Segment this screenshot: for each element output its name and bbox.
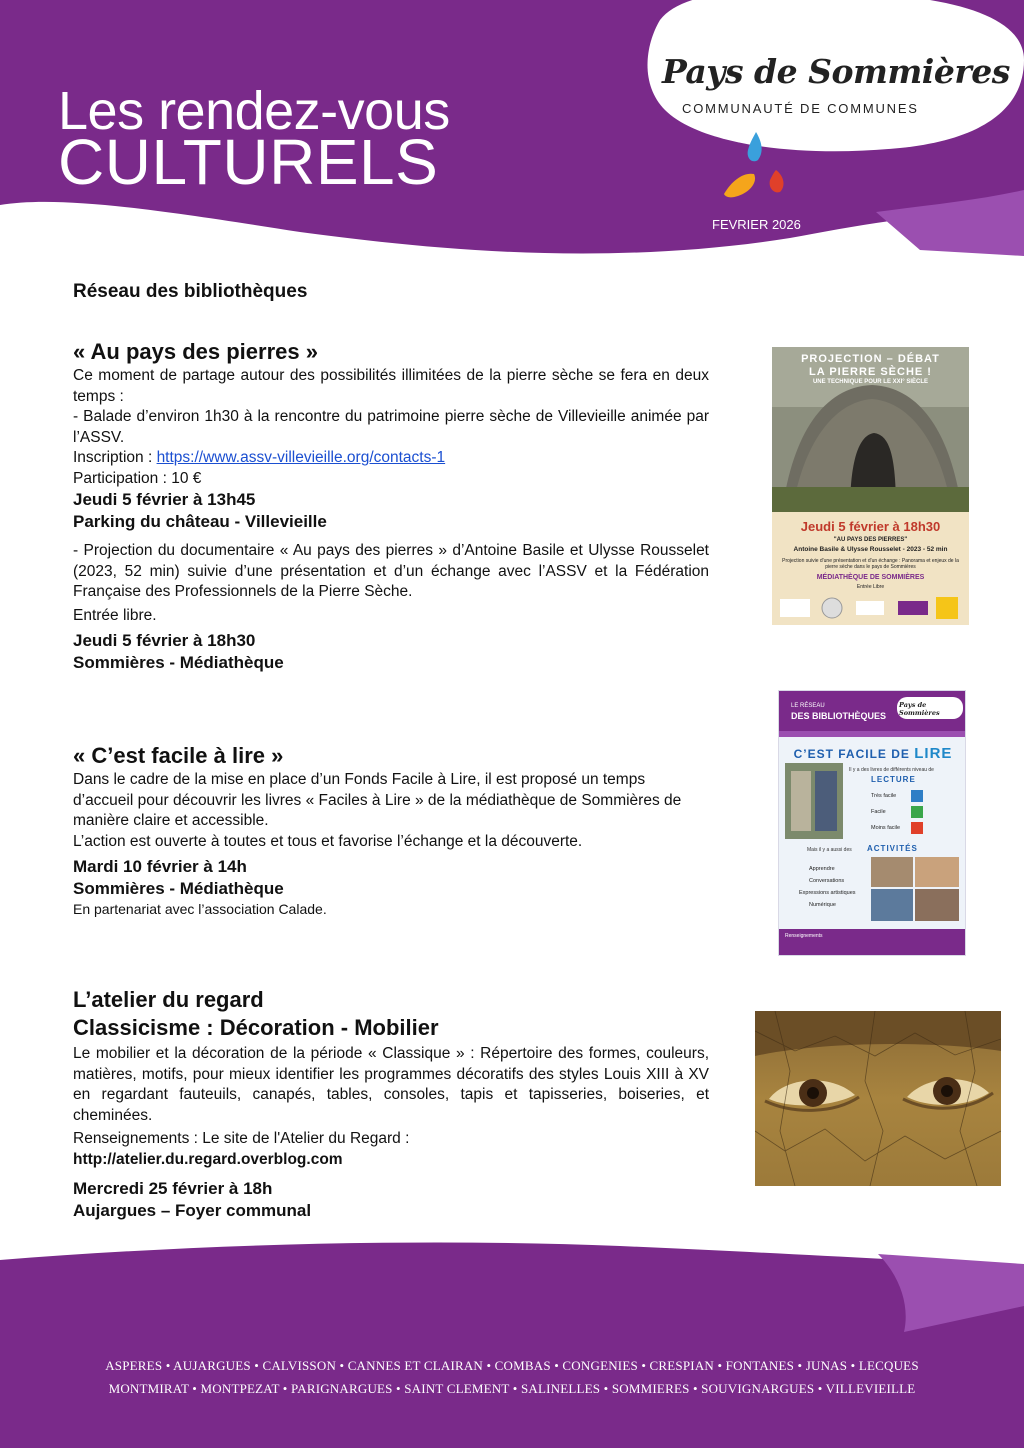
section-heading: Réseau des bibliothèques [73, 281, 308, 302]
event-title: L’atelier du regard [73, 987, 264, 1012]
event-info-label: Renseignements : Le site de l'Atelier du Regard : [73, 1130, 410, 1148]
level-icon-red [911, 822, 923, 834]
level-icon-blue [911, 790, 923, 802]
event-description: Dans le cadre de la mise en place d’un Fonds Facile à Lire, il est proposé un temps d’accueil pour découvrir les livres « Faciles à Lire » de la médiathèque de Sommières de manière claire et accessible. [73, 771, 682, 830]
poster-header-line2: DES BIBLIOTHÈQUES [791, 711, 887, 721]
event-date-1: Jeudi 5 février à 13h45 [73, 490, 256, 510]
level-icon-green [911, 806, 923, 818]
poster-sub2: LECTURE [871, 775, 916, 784]
event-title: « C’est facile à lire » [73, 743, 284, 768]
poster-banner-line1: PROJECTION – DÉBAT [801, 353, 940, 365]
poster-banner-line3: UNE TECHNIQUE POUR LE XXI° SIÈCLE [812, 379, 929, 385]
poster-banner-line2: LA PIERRE SÈCHE ! [809, 366, 932, 378]
logo-name: Pays de Sommières [662, 52, 1010, 91]
poster-sub1: Il y a des livres de différents niveau de [849, 767, 934, 773]
poster-detail: Projection suivie d'une présentation et d'un échange : Panorama et enjeux de la pierre sèche dans le pays de Sommières [782, 558, 959, 570]
event-au-pays-des-pierres [73, 338, 709, 674]
poster-title [779, 745, 966, 762]
poster-activity-3: Expressions artistiques [799, 890, 856, 896]
event-part1: - Balade d’environ 1h30 à la rencontre du patrimoine pierre sèche de Villevieille animée par l’ASSV. [73, 408, 709, 446]
logo-drops-icon [722, 128, 786, 202]
poster-level-3: Moins facile [871, 825, 901, 831]
event-location: Aujargues – Foyer communal [73, 1201, 312, 1221]
poster-contact: Renseignements [785, 933, 823, 939]
poster-pierre-seche [772, 347, 969, 625]
poster-activity-photos [871, 857, 959, 921]
inscription-link[interactable]: https://www.assv-villevieille.org/contacts-1 [156, 449, 446, 467]
poster-header-accent [779, 731, 966, 737]
event-location: Sommières - Médiathèque [73, 879, 284, 899]
event-partner: En partenariat avec l’association Calade. [73, 901, 327, 918]
poster-venue: MÉDIATHÈQUE DE SOMMIÈRES [816, 574, 925, 581]
event-date: Mardi 10 février à 14h [73, 857, 247, 877]
poster-activity-1: Apprendre [809, 866, 835, 872]
event-facile-a-lire [73, 742, 709, 918]
poster-facile-a-lire [778, 690, 966, 956]
poster-activity-4: Numérique [809, 902, 836, 908]
poster-partner-logos [772, 593, 969, 623]
poster-credits: Antoine Basile & Ulysse Rousselet - 2023 - 52 min [793, 546, 948, 553]
logo-subtitle: COMMUNAUTÉ DE COMMUNES [682, 101, 919, 116]
event-date: Mercredi 25 février à 18h [73, 1179, 273, 1199]
poster-title-b: LIRE [914, 745, 953, 762]
page-title-line1: Les rendez-vous [58, 81, 450, 141]
event-date-2: Jeudi 5 février à 18h30 [73, 631, 256, 651]
event-title: « Au pays des pierres » [73, 339, 318, 364]
poster-level-2: Facile [871, 809, 886, 815]
event-description: Le mobilier et la décoration de la période « Classique » : Répertoire des formes, couleurs, matières, motifs, pour mieux identifier les programmes décoratifs des styles Louis XIII à XV en regardant fauteuils, canapés, tables, consoles, tapis et tapisseries, boiseries, et cheminées. [73, 1045, 709, 1124]
poster-activity-2: Conversations [809, 878, 845, 884]
event-inscription [73, 448, 709, 469]
painting-eyes-image [755, 1011, 1001, 1186]
poster-date: Jeudi 5 février à 18h30 [800, 519, 941, 534]
towns-line-2: MONTMIRAT • MONTPEZAT • PARIGNARGUES • SAINT CLEMENT • SALINELLES • SOMMIERES • SOUVIGNARGUES • VILLEVIEILLE [108, 1381, 916, 1396]
poster-header-line1: LE RÉSEAU [791, 703, 825, 709]
poster-entry: Entrée Libre [856, 584, 885, 590]
footer-background [0, 1236, 1024, 1448]
event-part2: - Projection du documentaire « Au pays des pierres » d’Antoine Basile et Ulysse Rousselet (2023, 52 min) suivie d’une présentation et d’un échange avec l’ASSV et la Fédération Française des Professionnels de la Pierre Sèche. [73, 542, 709, 601]
inscription-label: Inscription : [73, 449, 157, 467]
poster-also: Mais il y a aussi des [807, 847, 852, 853]
poster-library-photo [785, 763, 843, 839]
issue-date: FEVRIER 2026 [712, 217, 801, 232]
poster-logo: Pays de Sommières [899, 701, 940, 717]
poster-activities-title: ACTIVITÉS [867, 844, 918, 853]
poster-film: "AU PAYS DES PIERRES" [833, 537, 908, 543]
event-entry: Entrée libre. [73, 606, 157, 624]
event-location-2: Sommières - Médiathèque [73, 653, 284, 673]
page-title-line2: CULTURELS [58, 126, 439, 198]
event-info-url[interactable]: http://atelier.du.regard.overblog.com [73, 1150, 343, 1168]
poster-level-1: Très facile [871, 793, 897, 799]
poster-title-a: C’EST FACILE DE [793, 747, 915, 761]
event-location-1: Parking du château - Villevieille [73, 512, 327, 532]
event-subtitle: Classicisme : Décoration - Mobilier [73, 1015, 439, 1041]
event-intro: Ce moment de partage autour des possibilités illimitées de la pierre sèche se fera en deux temps : [73, 367, 709, 405]
towns-line-1: ASPERES • AUJARGUES • CALVISSON • CANNES ET CLAIRAN • COMBAS • CONGENIES • CRESPIAN • FONTANES • JUNAS • LECQUES [105, 1358, 919, 1373]
event-atelier-du-regard [73, 986, 709, 1222]
event-participation: Participation : 10 € [73, 469, 202, 487]
event-description-2: L’action est ouverte à toutes et tous et favorise l’échange et la découverte. [73, 832, 583, 850]
